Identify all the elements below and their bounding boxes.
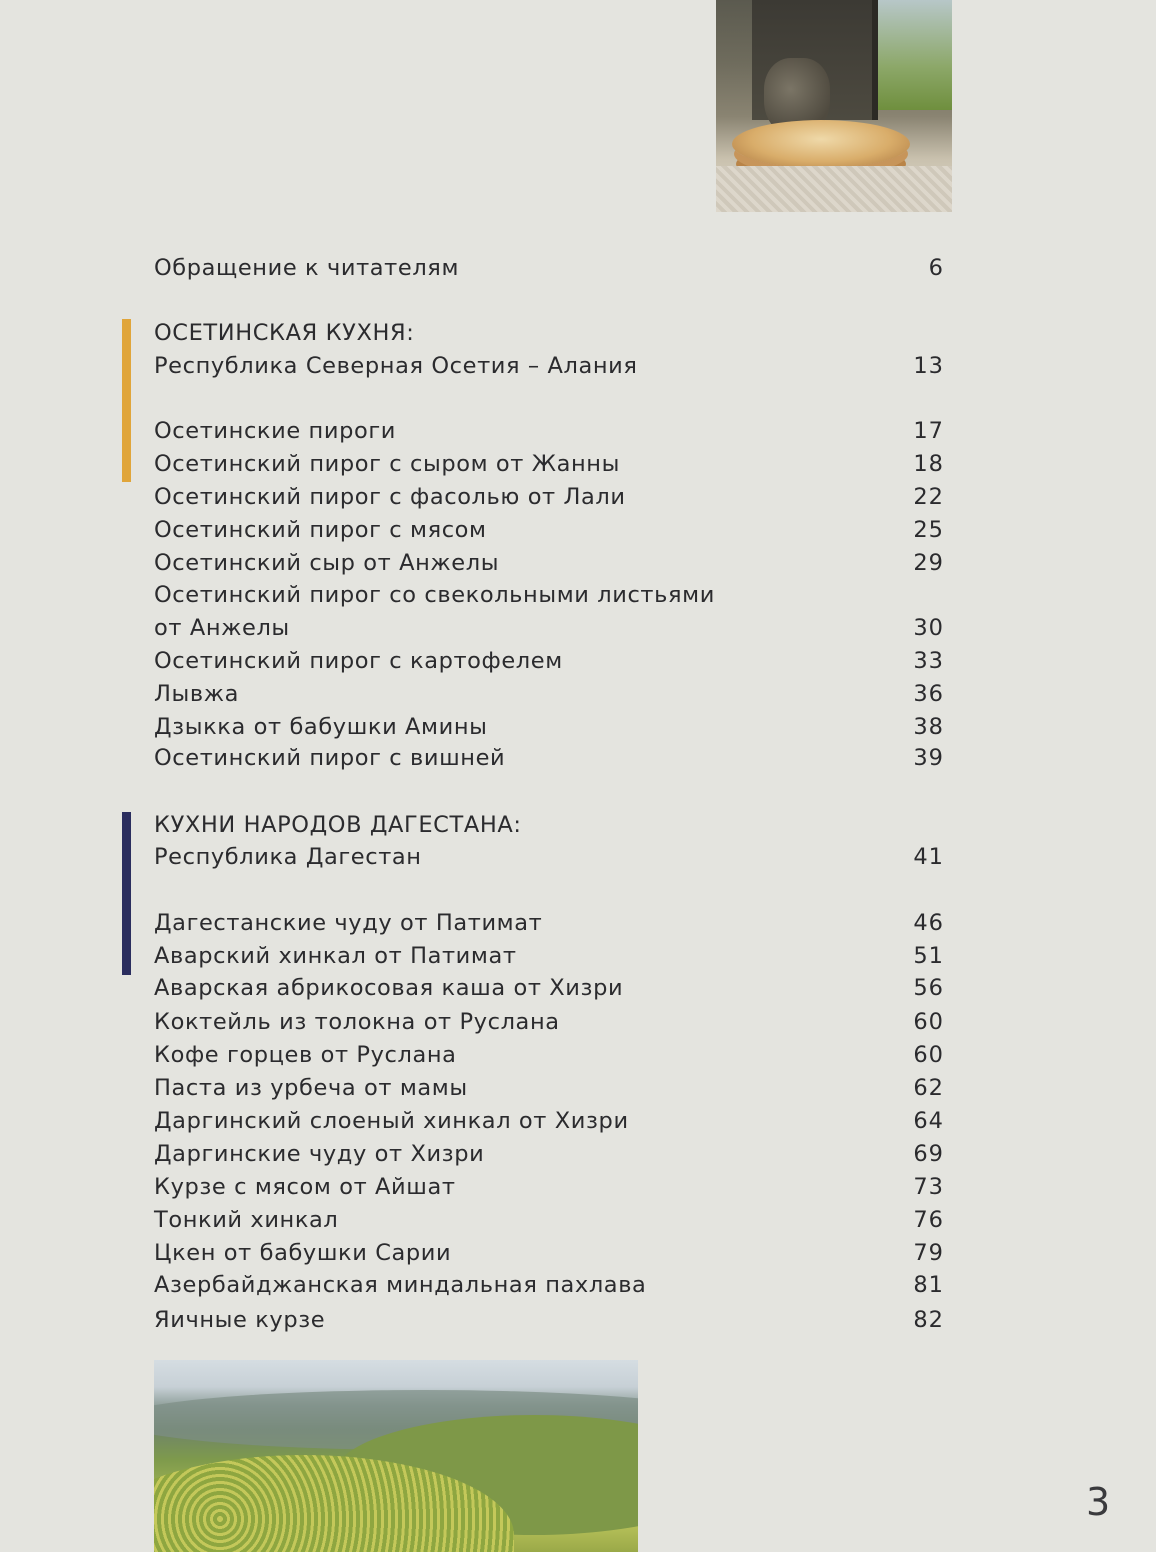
section-heading-text: КУХНИ НАРОДОВ ДАГЕСТАНА:	[154, 812, 522, 838]
toc-entry[interactable]	[154, 972, 944, 1004]
toc-entry-title: Цкен от бабушки Сарии	[154, 1240, 452, 1266]
toc-entry-title: Осетинский сыр от Анжелы	[154, 550, 500, 576]
toc-entry[interactable]	[154, 415, 944, 447]
toc-entry-intro[interactable]	[154, 252, 944, 284]
toc-entry-title: Осетинский пирог со свекольными листьями	[154, 582, 715, 608]
toc-entry-title: Осетинский пирог с вишней	[154, 745, 506, 771]
toc-entry-title: Кофе горцев от Руслана	[154, 1042, 457, 1068]
photo-ossetian-pie-still-life	[716, 0, 952, 212]
toc-entry[interactable]	[154, 1006, 944, 1038]
toc-entry[interactable]	[154, 1105, 944, 1137]
toc-entry[interactable]	[154, 1072, 944, 1104]
toc-entry[interactable]	[154, 1039, 944, 1071]
toc-entry[interactable]	[154, 1138, 944, 1170]
toc-entry-dagestan-region[interactable]	[154, 841, 944, 873]
toc-entry-title: Даргинские чуду от Хизри	[154, 1141, 485, 1167]
toc-entry[interactable]	[154, 711, 944, 743]
toc-entry-title: Дагестанские чуду от Патимат	[154, 910, 543, 936]
toc-entry-page: 60	[913, 1009, 944, 1035]
toc-entry[interactable]	[154, 907, 944, 939]
toc-entry-page: 17	[913, 418, 944, 444]
toc-entry-title: Тонкий хинкал	[154, 1207, 339, 1233]
toc-entry[interactable]	[154, 514, 944, 546]
toc-entry[interactable]	[154, 481, 944, 513]
toc-entry[interactable]	[154, 678, 944, 710]
toc-entry-title: Республика Дагестан	[154, 844, 422, 870]
toc-entry[interactable]	[154, 612, 944, 644]
toc-entry-title: Паста из урбеча от мамы	[154, 1075, 468, 1101]
section-heading-dagestan	[154, 809, 944, 841]
toc-entry-title: Лывжа	[154, 681, 240, 707]
toc-entry-page: 56	[913, 975, 944, 1001]
toc-entry-page: 6	[928, 255, 944, 281]
ossetia-section-accent-bar	[122, 319, 131, 482]
toc-entry-page: 33	[913, 648, 944, 674]
toc-entry-title: Коктейль из толокна от Руслана	[154, 1009, 560, 1035]
section-heading-text: ОСЕТИНСКАЯ КУХНЯ:	[154, 320, 415, 346]
toc-entry[interactable]	[154, 1204, 944, 1236]
toc-entry-page: 30	[913, 615, 944, 641]
toc-entry-page: 18	[913, 451, 944, 477]
toc-entry[interactable]	[154, 1304, 944, 1336]
toc-entry-title: Республика Северная Осетия – Алания	[154, 353, 638, 379]
photo-mountain-meadow	[154, 1360, 638, 1552]
toc-entry-page: 38	[913, 714, 944, 740]
toc-entry-page: 46	[913, 910, 944, 936]
toc-entry-title: Аварский хинкал от Патимат	[154, 943, 517, 969]
toc-entry-title: Обращение к читателям	[154, 255, 460, 281]
toc-entry-page: 41	[913, 844, 944, 870]
toc-entry-page: 51	[913, 943, 944, 969]
toc-entry-page: 36	[913, 681, 944, 707]
toc-entry-page: 69	[913, 1141, 944, 1167]
toc-entry-title: Дзыкка от бабушки Амины	[154, 714, 488, 740]
toc-entry-page: 82	[913, 1307, 944, 1333]
photo-pie	[732, 120, 910, 168]
toc-entry-title: Курзе с мясом от Айшат	[154, 1174, 456, 1200]
toc-entry-title: от Анжелы	[154, 615, 290, 641]
toc-entry-title: Осетинские пироги	[154, 418, 396, 444]
toc-entry[interactable]	[154, 1237, 944, 1269]
photo-tablecloth	[716, 166, 952, 212]
toc-entry-title: Азербайджанская миндальная пахлава	[154, 1272, 647, 1298]
toc-entry-page: 76	[913, 1207, 944, 1233]
toc-entry-page: 62	[913, 1075, 944, 1101]
page-number: 3	[1086, 1480, 1111, 1524]
toc-entry-title: Осетинский пирог с сыром от Жанны	[154, 451, 620, 477]
toc-entry-page: 25	[913, 517, 944, 543]
toc-entry-title: Яичные курзе	[154, 1307, 326, 1333]
section-heading-ossetia	[154, 317, 944, 349]
toc-entry-page: 39	[913, 745, 944, 771]
toc-entry[interactable]	[154, 645, 944, 677]
toc-entry-page: 64	[913, 1108, 944, 1134]
toc-entry[interactable]	[154, 1171, 944, 1203]
toc-entry-page: 81	[913, 1272, 944, 1298]
toc-entry-title: Осетинский пирог с мясом	[154, 517, 487, 543]
toc-entry-page: 73	[913, 1174, 944, 1200]
toc-entry[interactable]	[154, 547, 944, 579]
toc-entry[interactable]	[154, 579, 944, 611]
toc-entry-title: Осетинский пирог с фасолью от Лали	[154, 484, 626, 510]
toc-entry-ossetia-region[interactable]	[154, 350, 944, 382]
toc-entry-page: 60	[913, 1042, 944, 1068]
toc-entry[interactable]	[154, 742, 944, 774]
toc-entry[interactable]	[154, 448, 944, 480]
toc-entry-page: 79	[913, 1240, 944, 1266]
toc-entry-page: 22	[913, 484, 944, 510]
toc-entry[interactable]	[154, 1269, 944, 1301]
toc-entry-title: Аварская абрикосовая каша от Хизри	[154, 975, 624, 1001]
toc-entry-page: 29	[913, 550, 944, 576]
toc-entry[interactable]	[154, 940, 944, 972]
toc-entry-title: Даргинский слоеный хинкал от Хизри	[154, 1108, 629, 1134]
toc-entry-title: Осетинский пирог с картофелем	[154, 648, 563, 674]
dagestan-section-accent-bar	[122, 812, 131, 975]
toc-entry-page: 13	[913, 353, 944, 379]
